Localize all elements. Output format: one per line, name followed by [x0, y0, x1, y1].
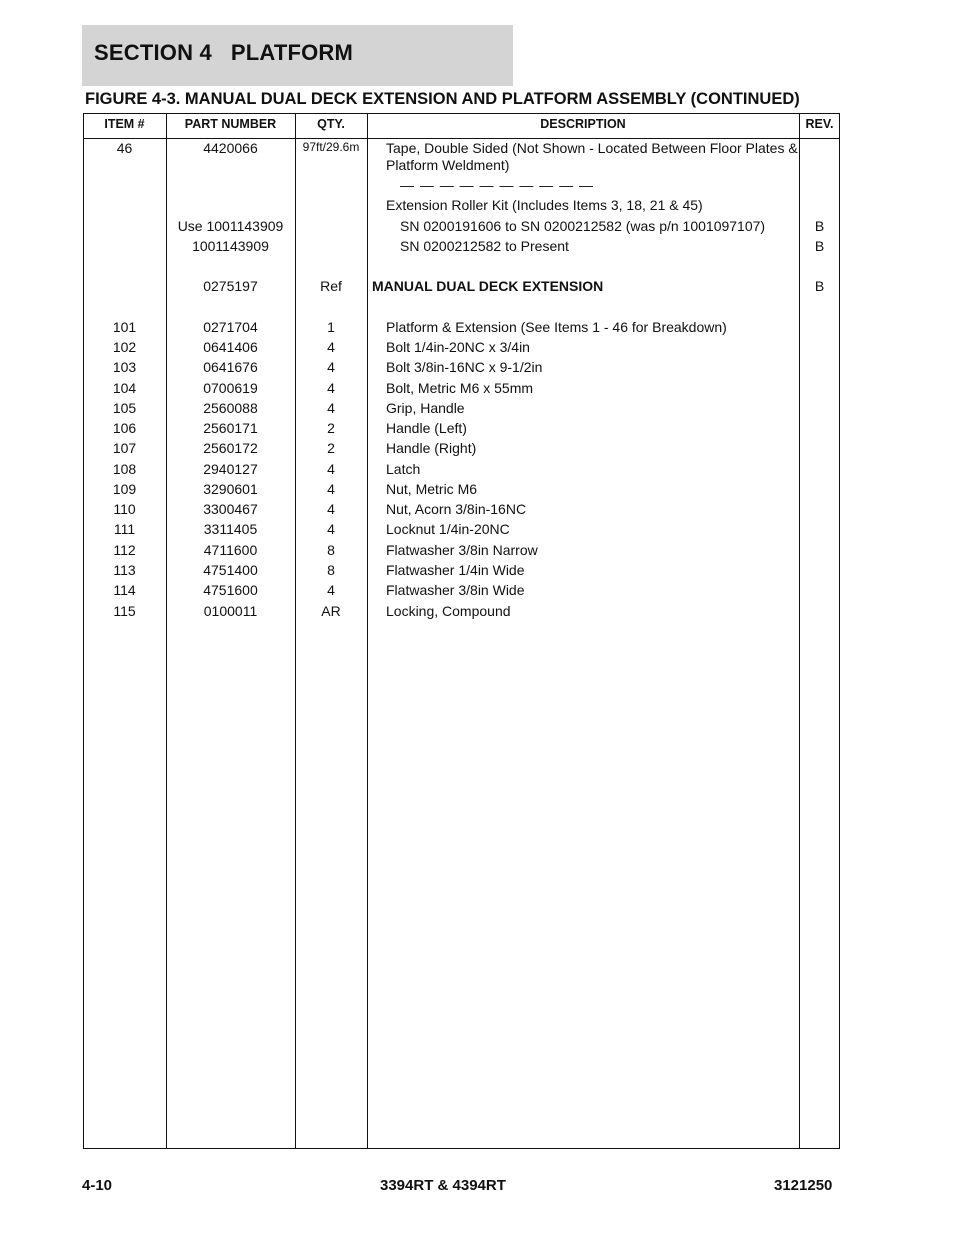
- table-row: [0, 238, 954, 258]
- table-row: [0, 461, 954, 481]
- table-row: [0, 218, 954, 238]
- part-number: 2560172: [203, 440, 258, 456]
- description: Tape, Double Sided (Not Shown - Located Between Floor Plates &: [386, 140, 798, 156]
- part-number: 0100011: [203, 603, 258, 619]
- part-number: 0641676: [203, 359, 258, 375]
- part-number: 2560171: [203, 420, 258, 436]
- part-number: 3290601: [203, 481, 258, 497]
- column-header-qty: QTY.: [317, 117, 345, 131]
- description: SN 0200212582 to Present: [400, 238, 569, 254]
- section-title: SECTION 4 PLATFORM: [94, 40, 354, 65]
- model-label: 3394RT & 4394RT: [380, 1177, 506, 1194]
- column-header-part-number: PART NUMBER: [184, 117, 277, 131]
- table-row: [0, 521, 954, 541]
- part-number: 2560088: [203, 400, 258, 416]
- figure-title: FIGURE 4-3. MANUAL DUAL DECK EXTENSION AND PLATFORM ASSEMBLY (CONTINUED): [85, 90, 800, 108]
- revision: B: [814, 238, 825, 254]
- item-number: 112: [113, 542, 136, 558]
- item-number: 106: [112, 420, 137, 436]
- quantity: 8: [327, 542, 335, 558]
- description: Locking, Compound: [386, 603, 511, 619]
- description: Grip, Handle: [386, 400, 465, 416]
- quantity: 2: [327, 440, 335, 456]
- part-number: 0700619: [203, 380, 258, 396]
- item-number: 113: [113, 562, 136, 578]
- quantity: 4: [327, 582, 335, 598]
- assembly-heading: MANUAL DUAL DECK EXTENSION: [372, 278, 604, 294]
- item-number: 115: [113, 603, 136, 619]
- quantity: 4: [327, 461, 335, 477]
- item-number: 104: [112, 380, 137, 396]
- revision: B: [814, 218, 825, 234]
- table-row: [0, 501, 954, 521]
- part-number: 0641406: [203, 339, 258, 355]
- quantity: AR: [321, 603, 341, 619]
- table-row: [0, 197, 954, 217]
- item-number: 102: [112, 339, 137, 355]
- part-number: 0271704: [203, 319, 258, 335]
- quantity: 4: [327, 380, 335, 396]
- quantity: 8: [327, 562, 335, 578]
- table-row: [0, 339, 954, 359]
- description: Handle (Right): [386, 440, 477, 456]
- quantity: 1: [327, 319, 335, 335]
- quantity: 4: [327, 521, 335, 537]
- item-number: 107: [112, 440, 137, 456]
- description: Locknut 1/4in-20NC: [386, 521, 510, 537]
- part-number: 4420066: [203, 140, 258, 156]
- table-row: [0, 603, 954, 623]
- quantity: 4: [327, 359, 335, 375]
- part-number: 2940127: [203, 461, 258, 477]
- table-row: [0, 177, 954, 197]
- column-divider: [799, 113, 800, 1149]
- table-row: [0, 562, 954, 582]
- quantity: Ref: [320, 278, 342, 294]
- part-number: 1001143909: [192, 238, 269, 254]
- part-number: 3311405: [203, 521, 258, 537]
- document-number: 3121250: [774, 1177, 833, 1194]
- quantity: 4: [327, 481, 335, 497]
- description: SN 0200191606 to SN 0200212582 (was p/n 1001097107): [400, 218, 766, 234]
- quantity: 4: [327, 400, 335, 416]
- table-header-divider: [83, 138, 840, 139]
- part-number: 3300467: [203, 501, 258, 517]
- table-row: [0, 582, 954, 602]
- description: Platform Weldment): [386, 157, 510, 173]
- part-number: 4711600: [203, 542, 258, 558]
- item-number: 109: [112, 481, 137, 497]
- item-number: 108: [112, 461, 137, 477]
- table-row: [0, 481, 954, 501]
- table-row: [0, 400, 954, 420]
- quantity: 4: [327, 501, 335, 517]
- column-divider: [166, 113, 167, 1149]
- description: Platform & Extension (See Items 1 - 46 for Breakdown): [386, 319, 727, 335]
- table-row: [0, 157, 954, 177]
- description: Flatwasher 3/8in Narrow: [386, 542, 538, 558]
- column-header-rev: REV.: [805, 117, 834, 131]
- revision: B: [814, 278, 825, 294]
- description: Bolt, Metric M6 x 55mm: [386, 380, 534, 396]
- item-number: 103: [112, 359, 137, 375]
- table-row: [0, 420, 954, 440]
- description: Bolt 1/4in-20NC x 3/4in: [386, 339, 530, 355]
- part-number: Use 1001143909: [177, 218, 284, 234]
- item-number: 46: [116, 140, 133, 156]
- part-number: 4751400: [203, 562, 258, 578]
- description: Extension Roller Kit (Includes Items 3, 18, 21 & 45): [386, 197, 703, 213]
- column-divider: [295, 113, 296, 1149]
- description: Nut, Acorn 3/8in-16NC: [386, 501, 527, 517]
- description: Bolt 3/8in-16NC x 9-1/2in: [386, 359, 543, 375]
- table-row: [0, 319, 954, 339]
- column-header-description: DESCRIPTION: [540, 117, 626, 131]
- item-number: 105: [112, 400, 137, 416]
- description: Latch: [386, 461, 421, 477]
- quantity: 97ft/29.6m: [302, 140, 360, 154]
- part-number: 0275197: [203, 278, 258, 294]
- item-number: 111: [113, 521, 136, 537]
- description: Flatwasher 3/8in Wide: [386, 582, 525, 598]
- table-row: [0, 440, 954, 460]
- quantity: 4: [327, 339, 335, 355]
- separator-line: — — — — — — — — — —: [400, 177, 595, 193]
- description: Nut, Metric M6: [386, 481, 478, 497]
- table-row: [0, 542, 954, 562]
- description: Handle (Left): [386, 420, 467, 436]
- column-header-item: ITEM #: [104, 117, 145, 131]
- part-number: 4751600: [203, 582, 258, 598]
- parts-table: [83, 113, 840, 1149]
- column-divider: [367, 113, 368, 1149]
- item-number: 101: [112, 319, 137, 335]
- item-number: 110: [113, 501, 136, 517]
- quantity: 2: [327, 420, 335, 436]
- page-number: 4-10: [82, 1177, 113, 1194]
- table-row: [0, 278, 954, 298]
- item-number: 114: [113, 582, 136, 598]
- table-row: [0, 380, 954, 400]
- table-row: [0, 359, 954, 379]
- description: Flatwasher 1/4in Wide: [386, 562, 525, 578]
